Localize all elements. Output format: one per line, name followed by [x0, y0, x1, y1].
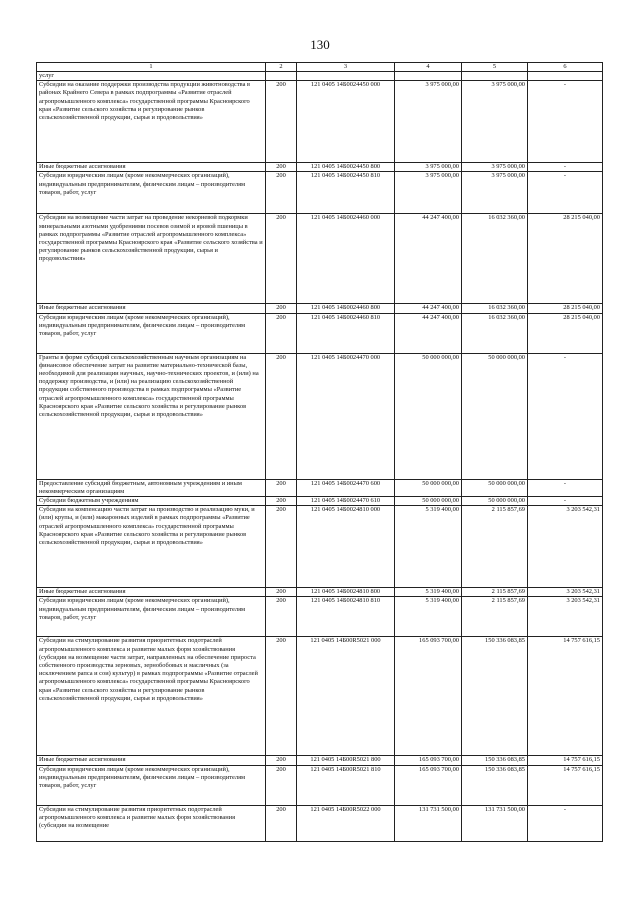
row-name-cell: Субсидии юридическим лицам (кроме некоммерческих организаций), индивидуальным предпринимателям, физическим лицам – производителям товаров, работ, услуг [37, 597, 266, 637]
row-name-cell: Субсидии юридическим лицам (кроме некоммерческих организаций), индивидуальным предпринимателям, физическим лицам – производителям товаров, работ, услуг [37, 172, 266, 214]
ved-code-cell: 200 [266, 497, 297, 506]
budget-code-cell [297, 72, 395, 81]
row-name-cell: Иные бюджетные ассигнования [37, 163, 266, 172]
amount-plan-cell: 44 247 400,00 [395, 313, 462, 353]
ved-code-cell: 200 [266, 597, 297, 637]
header-cell: 3 [297, 63, 395, 72]
page-number: 130 [310, 37, 330, 52]
row-name-cell: Субсидии юридическим лицам (кроме некоммерческих организаций), индивидуальным предпринимателям, физическим лицам – производителям товаров, работ, услуг [37, 313, 266, 353]
amount-plan-cell: 44 247 400,00 [395, 214, 462, 304]
table-row [37, 765, 603, 805]
table-row [37, 353, 603, 479]
table-row [37, 214, 603, 304]
table-row [37, 72, 603, 81]
amount-remaining-cell: 28 215 040,00 [528, 304, 603, 313]
amount-plan-cell: 165 093 700,00 [395, 756, 462, 765]
table-row [37, 637, 603, 756]
amount-remaining-cell: 3 203 542,31 [528, 597, 603, 637]
budget-code-cell: 121 0405 14Б0024810 800 [297, 588, 395, 597]
amount-executed-cell: 16 032 360,00 [462, 304, 528, 313]
amount-plan-cell: 3 975 000,00 [395, 163, 462, 172]
table-row [37, 506, 603, 588]
amount-remaining-cell: 28 215 040,00 [528, 214, 603, 304]
amount-executed-cell: 2 115 857,69 [462, 597, 528, 637]
row-name-cell: Предоставление субсидий бюджетным, автономным учреждениям и иным некоммерческим организациям [37, 479, 266, 496]
ved-code-cell: 200 [266, 506, 297, 588]
amount-plan-cell: 165 093 700,00 [395, 765, 462, 805]
amount-remaining-cell: 3 203 542,31 [528, 506, 603, 588]
amount-executed-cell: 2 115 857,69 [462, 506, 528, 588]
table-row [37, 172, 603, 214]
ved-code-cell: 200 [266, 479, 297, 496]
row-name-cell: Иные бюджетные ассигнования [37, 756, 266, 765]
row-name-cell: Субсидии на возмещение части затрат на проведение некорневой подкормки минеральными азотными удобрениями посевов озимой и яровой пшеницы в рамках подпрограммы «Развитие отраслей агропромышленного комплекса» государственной программы Красноярского края «Развитие сельского хозяйства и регулирование рынков сельскохозяйственной продукции, сырья и продовольствия» [37, 214, 266, 304]
amount-plan-cell: 3 975 000,00 [395, 81, 462, 163]
table-row [37, 81, 603, 163]
table-row [37, 597, 603, 637]
amount-remaining-cell: 28 215 040,00 [528, 313, 603, 353]
amount-remaining-cell: - [528, 805, 603, 841]
budget-code-cell: 121 0405 14Б0024470 000 [297, 353, 395, 479]
amount-plan-cell: 5 319 400,00 [395, 506, 462, 588]
budget-code-cell: 121 0405 14Б0024460 000 [297, 214, 395, 304]
row-name-cell: Субсидии на компенсацию части затрат на производство и реализацию муки, и (или) крупы, и (или) макаронных изделий в рамках подпрограммы «Развитие отраслей агропромышленного комплекса» государственной программы Красноярского края «Развитие сельского хозяйства и регулирование рынков сельскохозяйственной продукции, сырья и продовольствия» [37, 506, 266, 588]
ved-code-cell: 200 [266, 805, 297, 841]
amount-remaining-cell: 14 757 616,15 [528, 756, 603, 765]
amount-plan-cell: 3 975 000,00 [395, 172, 462, 214]
row-name-cell: Иные бюджетные ассигнования [37, 304, 266, 313]
amount-plan-cell [395, 72, 462, 81]
budget-table [36, 62, 603, 842]
row-name-cell: услуг [37, 72, 266, 81]
amount-plan-cell: 165 093 700,00 [395, 637, 462, 756]
amount-executed-cell: 150 336 083,85 [462, 765, 528, 805]
row-name-cell: Гранты в форме субсидий сельскохозяйственным научным организациям на финансовое обеспечение затрат на развитие материально-технической базы, необходимой для реализации научных, научно-технических проектов, и (или) на поддержку производства, и (или) на реализацию сельскохозяйственной продукции собственного производства в рамках подпрограммы «Развитие отраслей агропромышленного комплекса» государственной программы Красноярского края «Развитие сельского хозяйства и регулирование рынков сельскохозяйственной продукции, сырья и продовольствия» [37, 353, 266, 479]
table-row [37, 313, 603, 353]
row-name-cell: Субсидии бюджетным учреждениям [37, 497, 266, 506]
amount-plan-cell: 5 319 400,00 [395, 588, 462, 597]
amount-executed-cell: 3 975 000,00 [462, 163, 528, 172]
amount-remaining-cell: - [528, 479, 603, 496]
amount-plan-cell: 131 731 500,00 [395, 805, 462, 841]
amount-remaining-cell: - [528, 172, 603, 214]
budget-code-cell: 121 0405 14Б00R5021 800 [297, 756, 395, 765]
amount-executed-cell: 16 032 360,00 [462, 313, 528, 353]
budget-code-cell: 121 0405 14Б0024450 800 [297, 163, 395, 172]
amount-remaining-cell [528, 72, 603, 81]
table-row [37, 479, 603, 496]
amount-executed-cell: 3 975 000,00 [462, 172, 528, 214]
row-name-cell: Субсидии на оказание поддержки производства продукции животноводства в районах Крайнего Севера в рамках подпрограммы «Развитие отраслей агропромышленного комплекса» государственной программы Красноярского края «Развитие сельского хозяйства и регулирование рынков сельскохозяйственной продукции, сырья и продовольствия» [37, 81, 266, 163]
budget-code-cell: 121 0405 14Б00R5021 810 [297, 765, 395, 805]
amount-executed-cell: 131 731 500,00 [462, 805, 528, 841]
amount-executed-cell: 150 336 083,85 [462, 637, 528, 756]
ved-code-cell: 200 [266, 172, 297, 214]
table-row [37, 588, 603, 597]
ved-code-cell: 200 [266, 353, 297, 479]
budget-code-cell: 121 0405 14Б0024810 000 [297, 506, 395, 588]
amount-remaining-cell: 3 203 542,31 [528, 588, 603, 597]
amount-executed-cell: 3 975 000,00 [462, 81, 528, 163]
amount-remaining-cell: - [528, 353, 603, 479]
ved-code-cell: 200 [266, 313, 297, 353]
amount-plan-cell: 50 000 000,00 [395, 353, 462, 479]
amount-plan-cell: 50 000 000,00 [395, 497, 462, 506]
amount-plan-cell: 5 319 400,00 [395, 597, 462, 637]
row-name-cell: Иные бюджетные ассигнования [37, 588, 266, 597]
budget-code-cell: 121 0405 14Б0024470 600 [297, 479, 395, 496]
budget-code-cell: 121 0405 14Б0024460 800 [297, 304, 395, 313]
budget-code-cell: 121 0405 14Б0024810 810 [297, 597, 395, 637]
table-row [37, 497, 603, 506]
amount-remaining-cell: - [528, 497, 603, 506]
ved-code-cell: 200 [266, 81, 297, 163]
ved-code-cell [266, 72, 297, 81]
table-row [37, 163, 603, 172]
amount-executed-cell: 2 115 857,69 [462, 588, 528, 597]
budget-code-cell: 121 0405 14Б0024470 610 [297, 497, 395, 506]
amount-executed-cell: 50 000 000,00 [462, 497, 528, 506]
amount-executed-cell [462, 72, 528, 81]
header-cell: 1 [37, 63, 266, 72]
budget-code-cell: 121 0405 14Б0024450 810 [297, 172, 395, 214]
table-header-row [37, 63, 603, 72]
amount-executed-cell: 150 336 083,85 [462, 756, 528, 765]
row-name-cell: Субсидии юридическим лицам (кроме некоммерческих организаций), индивидуальным предпринимателям, физическим лицам – производителям товаров, работ, услуг [37, 765, 266, 805]
ved-code-cell: 200 [266, 756, 297, 765]
ved-code-cell: 200 [266, 214, 297, 304]
amount-remaining-cell: - [528, 81, 603, 163]
budget-code-cell: 121 0405 14Б00R5021 000 [297, 637, 395, 756]
amount-remaining-cell: 14 757 616,15 [528, 765, 603, 805]
table-row [37, 805, 603, 841]
row-name-cell: Субсидии на стимулирование развития приоритетных подотраслей агропромышленного комплекса и развитие малых форм хозяйствования (субсидии на возмещение [37, 805, 266, 841]
amount-executed-cell: 50 000 000,00 [462, 479, 528, 496]
amount-remaining-cell: 14 757 616,15 [528, 637, 603, 756]
table-row [37, 304, 603, 313]
budget-code-cell: 121 0405 14Б0024460 810 [297, 313, 395, 353]
ved-code-cell: 200 [266, 163, 297, 172]
ved-code-cell: 200 [266, 637, 297, 756]
ved-code-cell: 200 [266, 765, 297, 805]
ved-code-cell: 200 [266, 304, 297, 313]
header-cell: 5 [462, 63, 528, 72]
header-cell: 2 [266, 63, 297, 72]
amount-plan-cell: 44 247 400,00 [395, 304, 462, 313]
header-cell: 4 [395, 63, 462, 72]
amount-executed-cell: 50 000 000,00 [462, 353, 528, 479]
budget-code-cell: 121 0405 14Б0024450 000 [297, 81, 395, 163]
amount-remaining-cell: - [528, 163, 603, 172]
row-name-cell: Субсидии на стимулирование развития приоритетных подотраслей агропромышленного комплекса и развитие малых форм хозяйствования (субсидии на возмещение части затрат, направленных на обеспечение прироста собственного производства зерновых, зернобобовых и масличных (за исключением рапса и сои) культур) в рамках подпрограммы «Развитие отраслей агропромышленного комплекса» государственной программы Красноярского края «Развитие сельского хозяйства и регулирование рынков сельскохозяйственной продукции, сырья и продовольствия» [37, 637, 266, 756]
amount-executed-cell: 16 032 360,00 [462, 214, 528, 304]
table-row [37, 756, 603, 765]
budget-code-cell: 121 0405 14Б00R5022 000 [297, 805, 395, 841]
header-cell: 6 [528, 63, 603, 72]
ved-code-cell: 200 [266, 588, 297, 597]
amount-plan-cell: 50 000 000,00 [395, 479, 462, 496]
